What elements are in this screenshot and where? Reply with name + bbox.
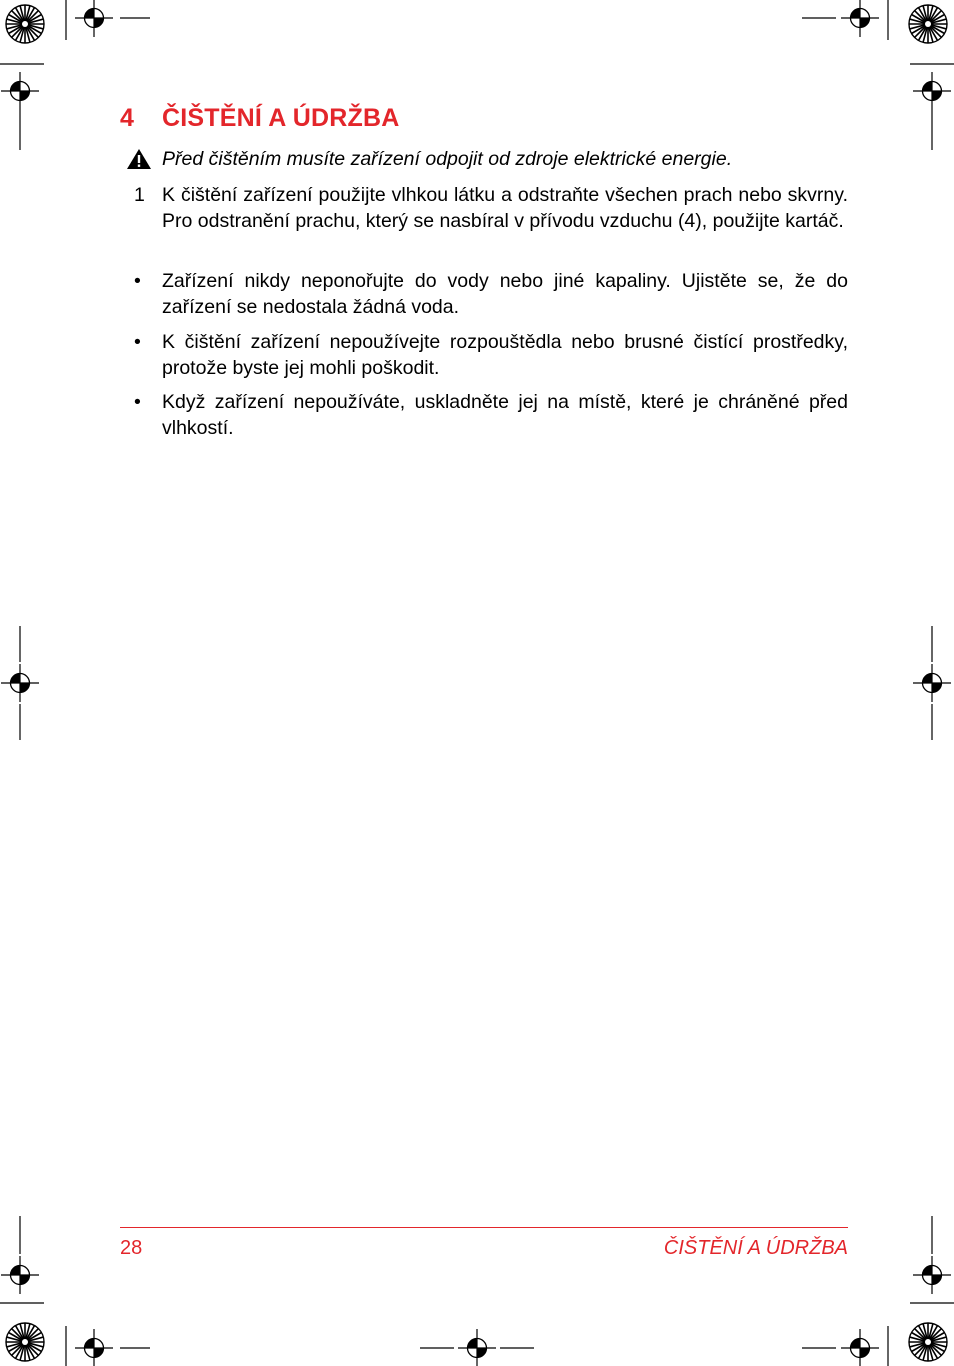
list-item-text: K čištění zařízení nepoužívejte rozpouštědla nebo brusné čistící prostředky, protože byste jej mohli poškodit.	[162, 331, 848, 379]
registration-mark-icon	[1, 1256, 39, 1294]
color-bar-target-icon	[6, 5, 44, 43]
color-bar-target-icon	[6, 1323, 44, 1361]
footer-divider	[120, 1227, 848, 1228]
page-number: 28	[120, 1237, 143, 1259]
list-item-text: Když zařízení nepoužíváte, uskladněte jej na místě, které je chráněné před vlhkostí.	[162, 391, 848, 439]
list-item	[120, 269, 848, 320]
list-marker: 1	[134, 184, 145, 206]
list-item-text: Zařízení nikdy neponořujte do vody nebo jiné kapaliny. Ujistěte se, že do zařízení se nedostala žádná voda.	[162, 270, 848, 318]
registration-mark-icon	[841, 1329, 879, 1366]
color-bar-target-icon	[909, 1323, 947, 1361]
section-title: ČIŠTĚNÍ A ÚDRŽBA	[162, 104, 400, 132]
warning-triangle-icon	[126, 148, 152, 170]
registration-mark-icon	[913, 72, 951, 110]
warning-text: Před čištěním musíte zařízení odpojit od zdroje elektrické energie.	[162, 148, 733, 170]
list-marker: •	[134, 331, 141, 353]
list-marker: •	[134, 391, 141, 413]
registration-mark-icon	[913, 664, 951, 702]
list-item-text: K čištění zařízení použijte vlhkou látku a odstraňte všechen prach nebo skvrny. Pro odstranění prachu, který se nasbíral v přívodu vzduchu (4), použijte kartáč.	[162, 184, 848, 232]
running-footer-title: ČIŠTĚNÍ A ÚDRŽBA	[663, 1237, 848, 1259]
section-number: 4	[120, 104, 135, 132]
registration-mark-icon	[75, 1329, 113, 1366]
list-marker: •	[134, 270, 141, 292]
registration-mark-icon	[1, 72, 39, 110]
registration-mark-icon	[75, 0, 113, 37]
registration-mark-icon	[1, 664, 39, 702]
section-heading	[120, 104, 399, 133]
registration-mark-icon	[458, 1329, 496, 1366]
registration-mark-icon	[841, 0, 879, 37]
list-item	[120, 390, 848, 441]
list-item	[120, 330, 848, 381]
list-item	[120, 183, 848, 234]
registration-mark-icon	[913, 1256, 951, 1294]
color-bar-target-icon	[909, 5, 947, 43]
